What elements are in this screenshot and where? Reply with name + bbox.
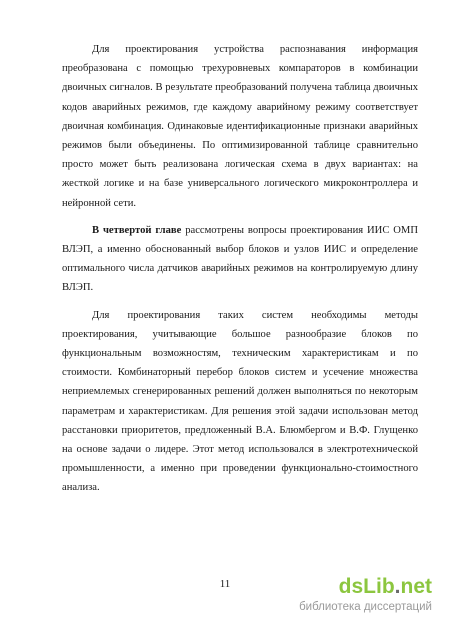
paragraph-2 xyxy=(62,221,418,298)
paragraph-2-text: рассмотрены вопросы проектирования ИИС ОМП ВЛЭП, а именно обоснованный выбор блоков и узлов ИИС и определение оптимального числа датчиков аварийных режимов на контролируемую длину ВЛЭП. xyxy=(62,224,418,294)
watermark-brand-left: dsLib xyxy=(338,575,395,598)
watermark-brand-right: net xyxy=(400,575,432,598)
page-number: 11 xyxy=(219,578,231,590)
body-text xyxy=(62,40,418,498)
paragraph-3-text: Для проектирования таких систем необходимы методы проектирования, учитывающие большое разнообразие блоков по функциональным возможностям, техническим характеристикам и по стоимости. Комбинаторный перебор блоков систем и усечение множества неприемлемых сгенерированных решений должен выполняться по некоторым параметрам и характеристикам. Для решения этой задачи использован метод расстановки приоритетов, предложенный В.А. Блюмбергом и В.Ф. Глущенко на основе задачи о лидере. Этот метод использовался в электротехнической промышленности, а именно при проведении функционально-стоимостного анализа. xyxy=(62,309,418,494)
paragraph-1 xyxy=(62,40,418,213)
paragraph-1-text: Для проектирования устройства распознавания информация преобразована с помощью трехуровневых компараторов в комбинации двоичных сигналов. В результате преобразований получена таблица двоичных кодов аварийных режимов, где каждому аварийному режиму соответствует двоичная комбинация. Одинаковые идентификационные признаки аварийных режимов были объединены. По оптимизированной таблице сравнительно просто может быть реализована логическая схема в двух вариантах: на жесткой логике и на базе универсального логического микроконтроллера и нейронной сети. xyxy=(62,44,418,209)
paragraph-3 xyxy=(62,306,418,498)
watermark-subtitle: библиотека диссертаций xyxy=(299,601,432,613)
site-watermark[interactable] xyxy=(299,575,432,614)
paragraph-2-lead: В четвертой главе xyxy=(92,224,182,236)
watermark-brand-dot: . xyxy=(394,575,401,598)
watermark-logo xyxy=(299,575,432,599)
